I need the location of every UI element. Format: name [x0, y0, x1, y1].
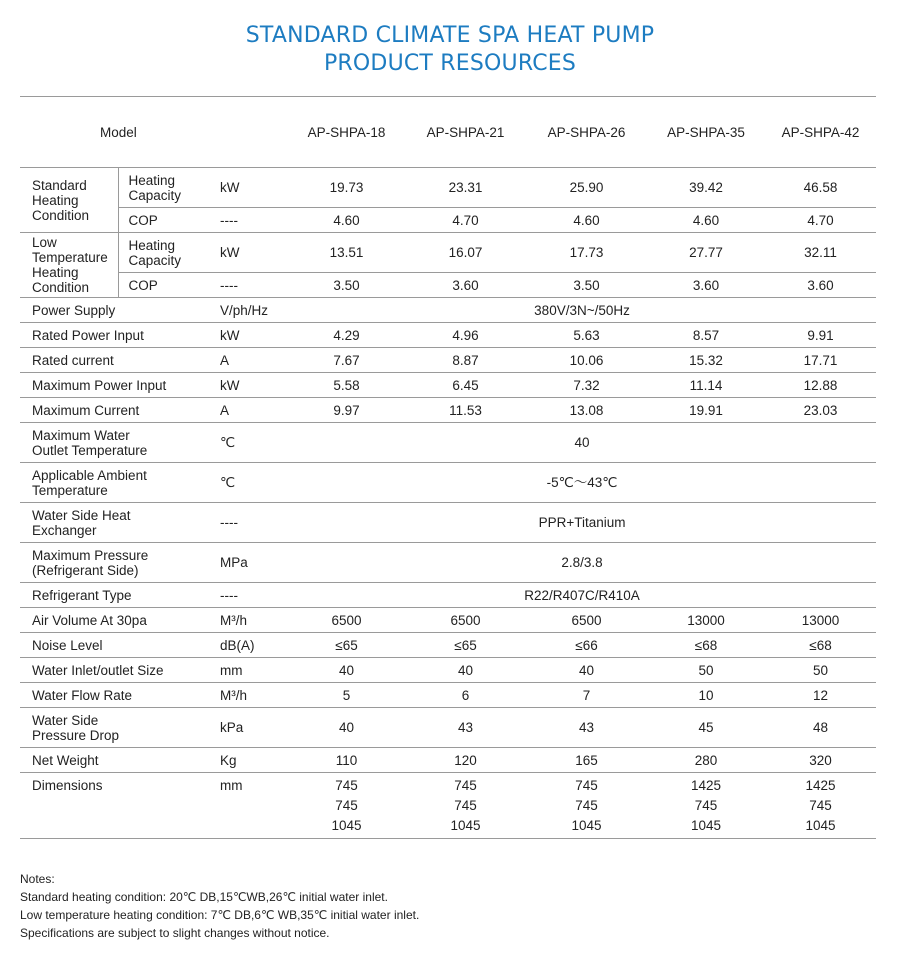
row-label: Maximum Current: [32, 402, 140, 418]
value-cell: 40: [574, 435, 590, 450]
unit-cell: kW: [220, 327, 240, 343]
value-cell: 8.87: [452, 352, 479, 368]
row-label: Maximum Power Input: [32, 377, 167, 393]
unit-cell: M³/h: [220, 687, 247, 703]
value-cell: ≤65: [454, 637, 477, 653]
title-line-1: STANDARD CLIMATE SPA HEAT PUMP: [245, 23, 655, 48]
flow-rate-row: [20, 683, 876, 708]
dimension-cell: 1425 745 1045: [805, 777, 836, 833]
title-line-2: PRODUCT RESOURCES: [323, 51, 577, 76]
unit-cell: ----: [220, 212, 238, 228]
dimension-cell: 1425 745 1045: [690, 777, 722, 833]
value-cell: 4.96: [452, 327, 479, 343]
value-cell: 5.58: [333, 377, 360, 393]
value-cell: 110: [335, 752, 358, 768]
unit-cell: ----: [220, 277, 238, 293]
low-condition-label: Low Temperature Heating Condition: [20, 233, 118, 298]
note-line: Low temperature heating condition: 7℃ DB,6℃ WB,35℃ initial water inlet.: [20, 908, 420, 922]
value-cell: 10: [698, 687, 714, 703]
value-cell: 12.88: [803, 377, 838, 393]
low-cop-row: [20, 273, 876, 298]
value-cell: 48: [813, 720, 829, 735]
value-cell: 4.70: [452, 212, 479, 228]
unit-cell: A: [220, 352, 230, 368]
value-cell: 40: [339, 662, 355, 678]
model-name: AP-SHPA-35: [667, 124, 745, 140]
value-cell: 3.60: [692, 277, 720, 293]
value-cell: 39.42: [689, 180, 723, 195]
row-label: Power Supply: [32, 302, 116, 318]
value-cell: 9.97: [333, 402, 360, 418]
unit-cell: kW: [220, 180, 240, 195]
value-cell: ≤68: [694, 637, 718, 653]
refrigerant-row: [20, 583, 876, 608]
std-condition-label: Standard Heating Condition: [20, 168, 118, 233]
value-cell: 7.32: [573, 377, 600, 393]
value-cell: 40: [339, 720, 355, 735]
value-cell: 6500: [450, 612, 481, 628]
value-cell: 17.71: [803, 352, 838, 368]
value-cell: 10.06: [569, 352, 604, 368]
std-cop-row: [20, 208, 876, 233]
value-cell: ≤68: [809, 637, 832, 653]
unit-cell: mm: [220, 662, 243, 678]
value-cell: 4.60: [333, 212, 360, 228]
note-line: Standard heating condition: 20℃ DB,15℃WB,26℃ initial water inlet.: [20, 890, 388, 904]
value-cell: 46.58: [803, 180, 838, 195]
row-label: Rated current: [32, 352, 114, 368]
air-volume-row: [20, 608, 876, 633]
value-cell: 45: [698, 720, 714, 735]
value-cell: 4.70: [807, 212, 834, 228]
value-cell: 4.60: [692, 212, 720, 228]
value-cell: 43: [458, 720, 474, 735]
dimension-cell: 745 745 1045: [571, 777, 602, 833]
page-title: [0, 22, 900, 78]
value-cell: 320: [809, 752, 832, 768]
max-water-outlet-row: [20, 423, 876, 463]
max-current-row: [20, 398, 876, 423]
rated-current-row: [20, 348, 876, 373]
cop-label: COP: [128, 212, 158, 228]
value-cell: 43: [579, 720, 595, 735]
value-cell: 3.50: [333, 277, 360, 293]
value-cell: 4.29: [333, 327, 360, 343]
model-name: AP-SHPA-26: [547, 124, 626, 140]
row-label: Maximum Water Outlet Temperature: [32, 427, 148, 458]
value-cell: 4.60: [573, 212, 600, 228]
unit-cell: kPa: [220, 720, 244, 735]
unit-cell: ℃: [220, 435, 236, 450]
note-line: Specifications are subject to slight changes without notice.: [20, 926, 330, 940]
notes-section: [20, 870, 419, 942]
unit-cell: ----: [220, 515, 238, 530]
model-label: Model: [100, 124, 137, 140]
value-cell: 12: [813, 687, 829, 703]
unit-cell: MPa: [220, 555, 248, 570]
unit-cell: kW: [220, 377, 240, 393]
value-cell: 380V/3N~/50Hz: [534, 302, 630, 318]
max-power-input-row: [20, 373, 876, 398]
value-cell: PPR+Titanium: [538, 515, 626, 530]
value-cell: 7.67: [333, 352, 360, 368]
value-cell: 16.07: [448, 245, 483, 260]
net-weight-row: [20, 748, 876, 773]
value-cell: 3.60: [807, 277, 834, 293]
model-name: AP-SHPA-21: [426, 124, 505, 140]
row-label: Water Flow Rate: [32, 687, 133, 703]
row-label: Applicable Ambient Temperature: [32, 467, 147, 498]
value-cell: 13.08: [569, 402, 604, 418]
value-cell: 32.11: [804, 245, 837, 260]
unit-cell: M³/h: [220, 612, 247, 628]
pressure-drop-row: [20, 708, 876, 748]
cop-label: COP: [128, 277, 158, 293]
value-cell: 11.53: [449, 402, 482, 418]
row-label: Noise Level: [32, 637, 103, 653]
row-label: Net Weight: [32, 752, 99, 768]
value-cell: 11.14: [689, 377, 723, 393]
value-cell: 23.31: [448, 180, 483, 195]
rated-power-input-row: [20, 323, 876, 348]
value-cell: R22/R407C/R410A: [524, 587, 640, 603]
model-name: AP-SHPA-42: [781, 124, 860, 140]
value-cell: 13000: [687, 612, 725, 628]
value-cell: 7: [582, 687, 591, 703]
unit-cell: mm: [220, 778, 243, 793]
unit-cell: V/ph/Hz: [220, 302, 269, 318]
value-cell: 5: [342, 687, 351, 703]
value-cell: ≤66: [575, 637, 598, 653]
unit-cell: A: [220, 402, 230, 418]
heating-capacity-label: Heating Capacity: [128, 237, 182, 268]
value-cell: 120: [454, 752, 477, 768]
value-cell: 50: [698, 662, 714, 678]
value-cell: 8.57: [692, 327, 720, 343]
value-cell: 17.73: [569, 245, 604, 260]
unit-cell: kW: [220, 245, 240, 260]
value-cell: 27.77: [689, 245, 723, 260]
model-name: AP-SHPA-18: [307, 124, 386, 140]
heating-capacity-label: Heating Capacity: [128, 172, 182, 203]
value-cell: 6: [461, 687, 470, 703]
row-label: Refrigerant Type: [32, 587, 132, 603]
value-cell: -5℃～43℃: [546, 475, 618, 490]
notes-heading: Notes:: [20, 872, 55, 886]
unit-cell: ----: [220, 587, 238, 603]
heat-exchanger-row: [20, 503, 876, 543]
unit-cell: Kg: [220, 752, 237, 768]
dimension-cell: 745 745 1045: [331, 777, 362, 833]
row-label: Air Volume At 30pa: [32, 612, 147, 628]
value-cell: 2.8/3.8: [561, 555, 603, 570]
row-label: Rated Power Input: [32, 327, 144, 343]
row-label: Maximum Pressure (Refrigerant Side): [32, 547, 149, 578]
inlet-outlet-row: [20, 658, 876, 683]
value-cell: 40: [458, 662, 474, 678]
dimension-cell: 745 745 1045: [450, 777, 481, 833]
row-label: Dimensions: [32, 778, 103, 793]
value-cell: 25.90: [569, 180, 604, 195]
value-cell: 6.45: [452, 377, 479, 393]
std-heating-row: [20, 168, 876, 208]
value-cell: 13.51: [329, 245, 364, 260]
row-label: Water Side Pressure Drop: [32, 712, 120, 743]
dimensions-row: [20, 773, 876, 839]
value-cell: 165: [575, 752, 598, 768]
low-heating-row: [20, 233, 876, 273]
value-cell: 19.73: [329, 180, 364, 195]
value-cell: 50: [813, 662, 829, 678]
row-label: Water Side Heat Exchanger: [32, 507, 131, 538]
value-cell: 40: [579, 662, 595, 678]
value-cell: 6500: [571, 612, 602, 628]
noise-row: [20, 633, 876, 658]
value-cell: 280: [694, 752, 718, 768]
value-cell: 3.50: [573, 277, 600, 293]
value-cell: 3.60: [452, 277, 479, 293]
value-cell: 5.63: [573, 327, 600, 343]
value-cell: 23.03: [803, 402, 838, 418]
value-cell: 19.91: [689, 402, 723, 418]
spec-table: [20, 96, 876, 839]
value-cell: 6500: [331, 612, 362, 628]
value-cell: ≤65: [335, 637, 358, 653]
unit-cell: ℃: [220, 475, 236, 490]
value-cell: 9.91: [807, 327, 834, 343]
header-row: [20, 97, 876, 168]
ambient-temp-row: [20, 463, 876, 503]
value-cell: 13000: [801, 612, 840, 628]
value-cell: 15.32: [689, 352, 723, 368]
row-label: Water Inlet/outlet Size: [32, 662, 164, 678]
unit-cell: dB(A): [220, 637, 255, 653]
max-pressure-row: [20, 543, 876, 583]
power-supply-row: [20, 298, 876, 323]
